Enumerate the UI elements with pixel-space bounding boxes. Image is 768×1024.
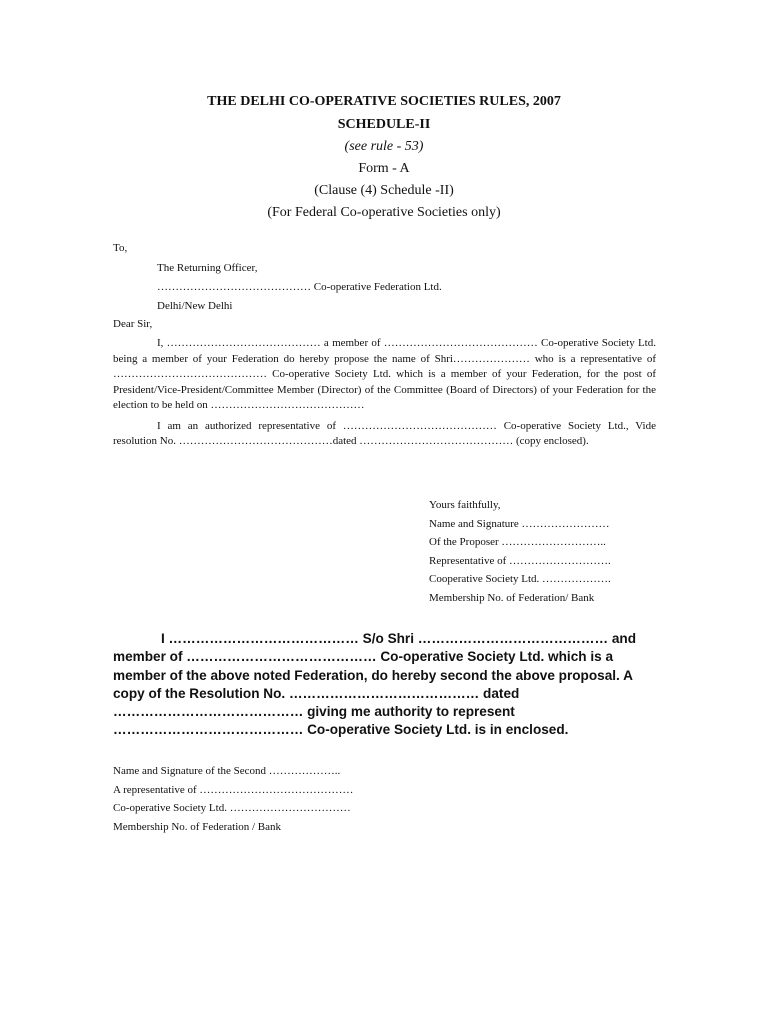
seconder-signature-block bbox=[113, 762, 353, 836]
proposer-society: Cooperative Society Ltd. ………………. bbox=[429, 573, 611, 586]
seconder-representative: A representative of …………………………………… bbox=[113, 783, 354, 796]
of-proposer: Of the Proposer ……………………….. bbox=[429, 536, 606, 549]
closing: Yours faithfully, bbox=[429, 499, 501, 511]
seconder-society: Co-operative Society Ltd. …………………………… bbox=[113, 802, 351, 814]
salutation: Dear Sir, bbox=[113, 318, 153, 330]
proposer-representative: Representative of ………………………. bbox=[429, 554, 611, 567]
letter-body bbox=[113, 336, 656, 450]
address-federation: …………………………………… Co-operative Federation Ltd. bbox=[157, 281, 442, 293]
clause-label: (Clause (4) Schedule -II) bbox=[314, 183, 454, 198]
seconder-name-signature: Name and Signature of the Second ……………….. bbox=[113, 765, 341, 777]
proposer-membership: Membership No. of Federation/ Bank bbox=[429, 591, 595, 604]
address-city: Delhi/New Delhi bbox=[157, 300, 233, 312]
address-officer: The Returning Officer, bbox=[157, 262, 258, 274]
proposer-signature-block bbox=[429, 496, 611, 608]
seconder-membership: Membership No. of Federation / Bank bbox=[113, 820, 282, 833]
scope-note: (For Federal Co-operative Societies only) bbox=[267, 205, 501, 220]
schedule-heading: SCHEDULE-II bbox=[337, 117, 431, 132]
form-label: Form - A bbox=[358, 161, 410, 176]
proposer-name-signature: Name and Signature …………………… bbox=[429, 517, 610, 530]
see-rule-note: (see rule - 53) bbox=[344, 139, 424, 154]
address-to: To, bbox=[113, 242, 128, 254]
proposal-paragraph: I, …………………………………… a member of …………………………………… Co-operative Society Ltd. being a member of your Federation do hereby propose the name of Shri………………… who is a representative of …………………………………… Co-operative Society Ltd. which is a member of your Federation, for the post of President/Vice-President/Committee Member (Director) of the Committee (Board of Directors) of your Federation for the election to be held on …………………………………… bbox=[113, 337, 656, 411]
authorization-paragraph: I am an authorized representative of …………………………………… Co-operative Society Ltd., Vide resolution No. ……………………………………dated …………………………………… (copy enclosed). bbox=[113, 419, 656, 447]
rules-title: THE DELHI CO-OPERATIVE SOCIETIES RULES, 2007 bbox=[207, 94, 561, 109]
seconder-statement: I …………………………………… S/o Shri …………………………………… and member of …………………………………… Co-operative Society Ltd. which is a member of the above noted Federation, do hereby second the above proposal. A copy of the Resolution No. …………………………………… dated …………………………………… giving me authority to represent …………………………………… Co-operative Society Ltd. is in enclosed. bbox=[113, 631, 637, 738]
seconder-statement-block bbox=[113, 630, 658, 740]
